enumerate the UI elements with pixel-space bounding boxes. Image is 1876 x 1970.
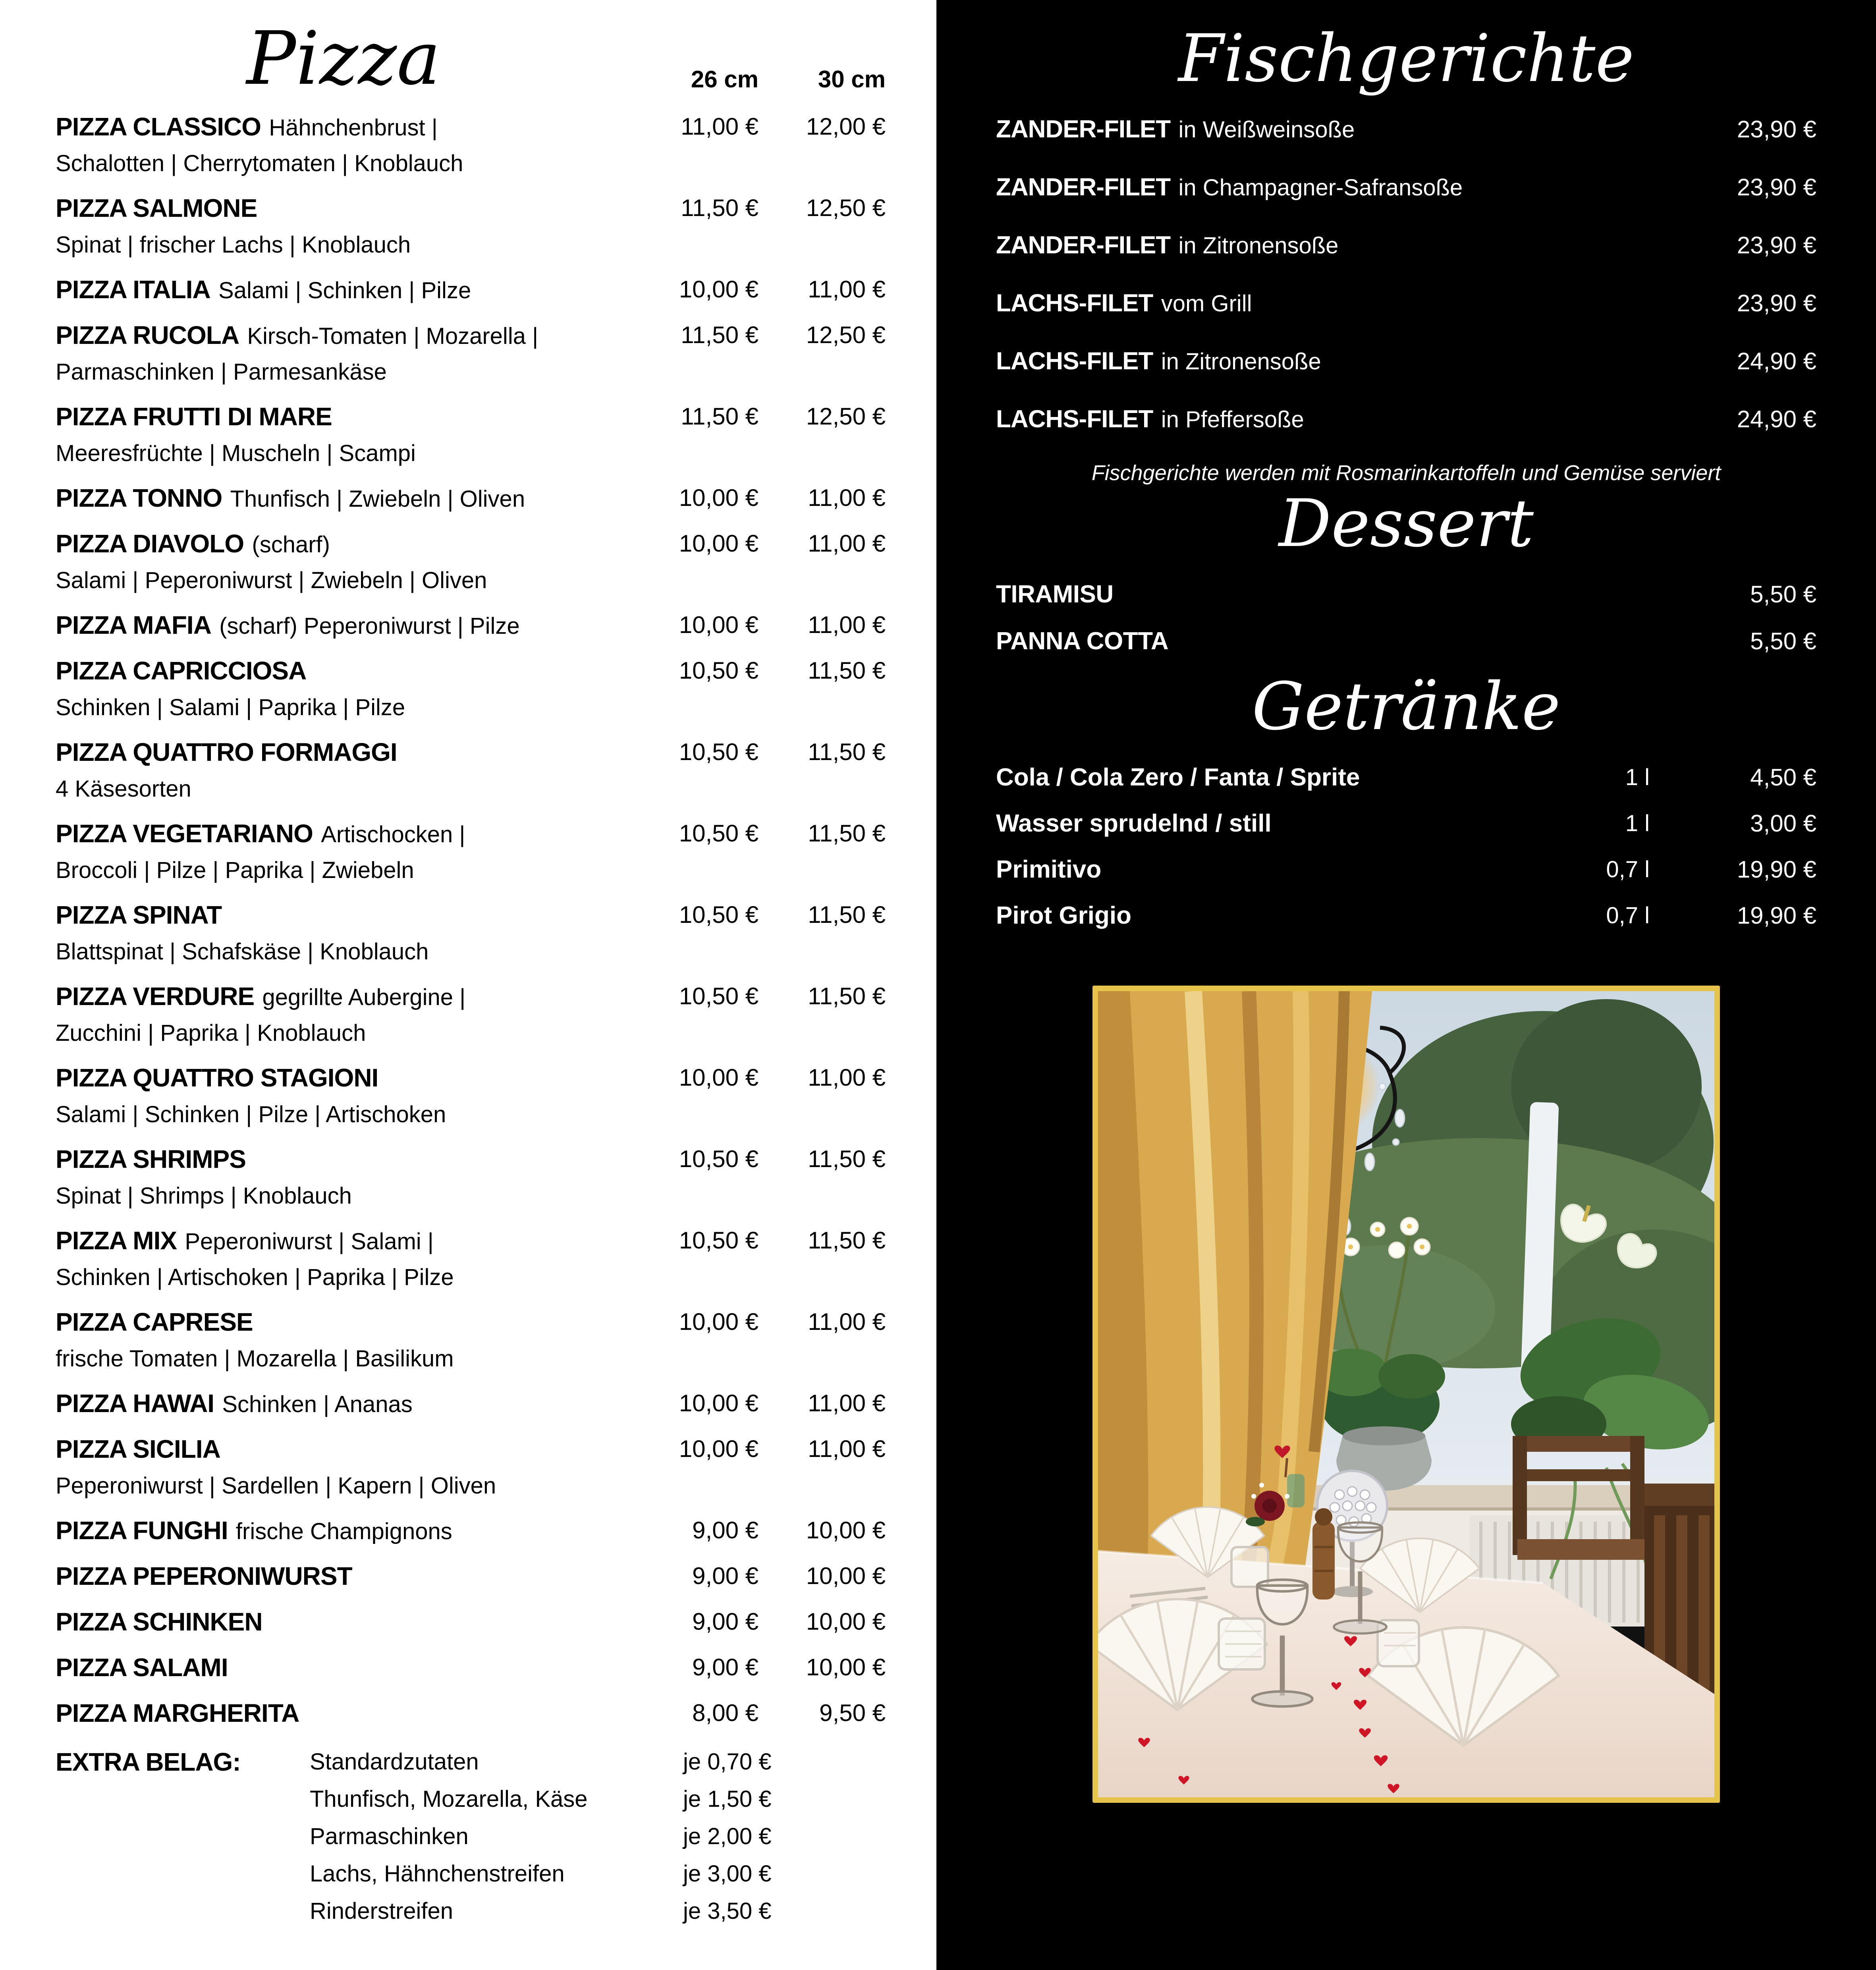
fish-item-desc: in Zitronensoße bbox=[1178, 232, 1339, 259]
pizza-item-desc-block: Schinken | Salami | Paprika | Pilze bbox=[56, 695, 405, 721]
fish-item-name: ZANDER-FILET bbox=[996, 173, 1171, 201]
pizza-item-name: PIZZA VEGETARIANO bbox=[56, 819, 313, 848]
pizza-item-text bbox=[56, 1513, 631, 1549]
pizza-item-name: PIZZA SHRIMPS bbox=[56, 1145, 246, 1174]
pizza-item-text bbox=[56, 653, 631, 725]
fish-list bbox=[996, 111, 1816, 444]
pizza-item-text bbox=[56, 1385, 631, 1422]
pizza-item-name: PIZZA PEPERONIWURST bbox=[56, 1562, 352, 1591]
drinks-title: Getränke bbox=[1252, 668, 1561, 745]
pizza-item-price-26: 9,00 € bbox=[692, 1517, 759, 1544]
extra-belag-item: Rinderstreifen bbox=[310, 1898, 454, 1924]
extra-belag-row bbox=[310, 1855, 886, 1893]
dessert-item bbox=[996, 576, 1816, 613]
fish-item-text bbox=[996, 169, 1463, 212]
pizza-item-price-26: 10,00 € bbox=[679, 1390, 759, 1417]
pizza-item bbox=[56, 109, 886, 181]
fish-item-price: 24,90 € bbox=[1737, 405, 1816, 432]
pizza-item-desc-block: Broccoli | Pilze | Paprika | Zwiebeln bbox=[56, 857, 414, 884]
pizza-item-text bbox=[56, 1060, 631, 1133]
pizza-item-price-30: 10,00 € bbox=[806, 1608, 886, 1635]
pizza-item-price-26: 10,50 € bbox=[679, 739, 759, 766]
fish-item-text bbox=[996, 401, 1304, 444]
pizza-item bbox=[56, 816, 886, 888]
pizza-item-name: PIZZA MAFIA bbox=[56, 611, 211, 640]
pizza-item-price-26: 10,00 € bbox=[679, 1436, 759, 1463]
pizza-item-name: PIZZA QUATTRO STAGIONI bbox=[56, 1063, 378, 1092]
pizza-item-price-30: 11,00 € bbox=[808, 1390, 886, 1417]
drink-item-size: 0,7 l bbox=[1606, 902, 1650, 928]
pizza-item-price-26: 10,00 € bbox=[679, 530, 759, 557]
drink-item bbox=[996, 851, 1816, 888]
pizza-item bbox=[56, 190, 886, 263]
pizza-item-desc-inline: Kirsch-Tomaten | Mozarella | bbox=[247, 323, 538, 349]
pizza-item-text bbox=[56, 190, 631, 263]
fish-item bbox=[996, 401, 1816, 444]
fish-note: Fischgerichte werden mit Rosmarinkartoffeln und Gemüse serviert bbox=[1091, 461, 1721, 485]
fish-item-desc: in Pfeffersoße bbox=[1161, 406, 1304, 432]
pizza-item-desc-inline: Hähnchenbrust | bbox=[269, 115, 438, 141]
pizza-item-name: PIZZA CAPRESE bbox=[56, 1308, 253, 1337]
pizza-item-name: PIZZA CAPRICCIOSA bbox=[56, 656, 307, 685]
drink-item-price: 4,50 € bbox=[1750, 764, 1816, 791]
extra-belag-item: Standardzutaten bbox=[310, 1749, 479, 1775]
pizza-item-price-26: 11,50 € bbox=[681, 195, 759, 222]
drink-item bbox=[996, 805, 1816, 842]
fish-item-text bbox=[996, 111, 1355, 154]
pizza-item-text bbox=[56, 526, 631, 598]
fish-item-desc: in Champagner-Safransoße bbox=[1178, 174, 1463, 201]
drink-item-size: 1 l bbox=[1625, 810, 1650, 836]
pizza-item-text bbox=[56, 480, 631, 517]
pizza-item bbox=[56, 526, 886, 598]
pizza-item-text bbox=[56, 1304, 631, 1377]
fish-item bbox=[996, 285, 1816, 328]
fish-item-desc: vom Grill bbox=[1161, 290, 1252, 316]
pizza-item bbox=[56, 1558, 886, 1595]
pizza-item-price-30: 11,50 € bbox=[808, 1146, 886, 1173]
pizza-item bbox=[56, 272, 886, 309]
fish-item bbox=[996, 111, 1816, 154]
drink-item bbox=[996, 897, 1816, 934]
pizza-item-name: PIZZA FUNGHI bbox=[56, 1516, 228, 1545]
fish-item bbox=[996, 169, 1816, 212]
pizza-item bbox=[56, 399, 886, 471]
pizza-item-price-30: 12,50 € bbox=[806, 322, 886, 349]
pizza-item-price-26: 11,50 € bbox=[681, 322, 759, 349]
pizza-item-price-30: 11,50 € bbox=[808, 901, 886, 928]
pizza-item-name: PIZZA FRUTTI DI MARE bbox=[56, 402, 332, 431]
pizza-item bbox=[56, 1650, 886, 1686]
pizza-item bbox=[56, 1604, 886, 1641]
fish-item-name: ZANDER-FILET bbox=[996, 231, 1171, 259]
extra-belag-item: Parmaschinken bbox=[310, 1823, 469, 1850]
fish-item-name: LACHS-FILET bbox=[996, 405, 1153, 433]
drink-item-size: 0,7 l bbox=[1606, 856, 1650, 882]
pizza-item-price-30: 11,00 € bbox=[808, 276, 886, 303]
pizza-list bbox=[56, 109, 886, 1732]
pizza-item-price-26: 10,00 € bbox=[679, 276, 759, 303]
pizza-item-price-26: 10,50 € bbox=[679, 1146, 759, 1173]
dessert-item-price: 5,50 € bbox=[1750, 581, 1816, 608]
pizza-item-name: PIZZA DIAVOLO bbox=[56, 529, 244, 558]
pizza-item-desc-block: Blattspinat | Schafskäse | Knoblauch bbox=[56, 939, 429, 965]
pizza-item-price-30: 11,50 € bbox=[808, 983, 886, 1010]
pizza-item-price-30: 11,00 € bbox=[808, 1436, 886, 1463]
pizza-item-price-26: 10,50 € bbox=[679, 901, 759, 928]
extra-belag-rows bbox=[310, 1743, 886, 1930]
pizza-item bbox=[56, 978, 886, 1051]
pizza-item-price-26: 10,00 € bbox=[679, 1308, 759, 1335]
pizza-item-price-30: 12,00 € bbox=[806, 113, 886, 140]
drink-item-price: 19,90 € bbox=[1737, 902, 1816, 929]
pizza-item-desc-block: Peperoniwurst | Sardellen | Kapern | Oliven bbox=[56, 1473, 496, 1499]
pizza-item-name: PIZZA SPINAT bbox=[56, 901, 222, 930]
pizza-item-price-26: 9,00 € bbox=[692, 1654, 759, 1681]
pizza-item-price-30: 10,00 € bbox=[806, 1654, 886, 1681]
pizza-item-desc-inline: Thunfisch | Zwiebeln | Oliven bbox=[230, 486, 525, 512]
extra-belag-item: Thunfisch, Mozarella, Käse bbox=[310, 1786, 588, 1812]
pizza-item-price-30: 10,00 € bbox=[806, 1517, 886, 1544]
pizza-item-name: PIZZA RUCOLA bbox=[56, 321, 239, 350]
pizza-item-desc-block: Salami | Schinken | Pilze | Artischoken bbox=[56, 1102, 446, 1128]
pizza-item-name: PIZZA VERDURE bbox=[56, 982, 255, 1011]
pizza-item-desc-inline: gegrillte Aubergine | bbox=[262, 984, 466, 1011]
pizza-item-price-30: 12,50 € bbox=[806, 195, 886, 222]
pizza-item-price-26: 9,00 € bbox=[692, 1608, 759, 1635]
pizza-item bbox=[56, 317, 886, 390]
drink-item-price: 3,00 € bbox=[1750, 810, 1816, 837]
pizza-item-desc-block: Spinat | frischer Lachs | Knoblauch bbox=[56, 232, 411, 258]
pizza-item-name: PIZZA SALMONE bbox=[56, 194, 257, 223]
fish-item bbox=[996, 343, 1816, 386]
pizza-item-name: PIZZA CLASSICO bbox=[56, 112, 261, 141]
dessert-title: Dessert bbox=[1278, 485, 1534, 561]
pizza-item-price-30: 11,50 € bbox=[808, 820, 886, 847]
dessert-list bbox=[996, 576, 1816, 660]
pizza-item-price-30: 11,00 € bbox=[808, 1064, 886, 1091]
pizza-item bbox=[56, 1431, 886, 1504]
dark-panel bbox=[936, 0, 1876, 1970]
pizza-item-price-30: 11,00 € bbox=[808, 1308, 886, 1335]
pizza-item-text bbox=[56, 399, 631, 471]
extra-belag-section bbox=[56, 1743, 886, 1930]
pizza-item-price-26: 11,00 € bbox=[681, 113, 759, 140]
pizza-item-desc-inline: Peperoniwurst | Salami | bbox=[185, 1229, 434, 1255]
pizza-item-name: PIZZA TONNO bbox=[56, 484, 222, 513]
extra-belag-price: je 3,00 € bbox=[683, 1861, 772, 1887]
pizza-item bbox=[56, 1141, 886, 1214]
drink-item-name: Pirot Grigio bbox=[996, 901, 1131, 929]
extra-belag-price: je 1,50 € bbox=[683, 1786, 772, 1812]
pizza-item-desc-inline: Salami | Schinken | Pilze bbox=[218, 278, 471, 304]
drink-item-price: 19,90 € bbox=[1737, 856, 1816, 883]
pizza-item-desc-block: Zucchini | Paprika | Knoblauch bbox=[56, 1020, 366, 1046]
pizza-item-price-26: 9,00 € bbox=[692, 1563, 759, 1590]
extra-belag-row bbox=[310, 1743, 886, 1781]
pizza-item bbox=[56, 1513, 886, 1549]
pizza-item-text bbox=[56, 1141, 631, 1214]
pizza-item-name: PIZZA SICILIA bbox=[56, 1435, 220, 1464]
pizza-item-text bbox=[56, 734, 631, 807]
pizza-item-text bbox=[56, 897, 631, 970]
pizza-item-price-26: 10,50 € bbox=[679, 983, 759, 1010]
pizza-item bbox=[56, 480, 886, 517]
pizza-title: Pizza bbox=[246, 15, 441, 101]
pizza-item-name: PIZZA QUATTRO FORMAGGI bbox=[56, 738, 397, 767]
pizza-item bbox=[56, 1304, 886, 1377]
extra-belag-label: EXTRA BELAG: bbox=[56, 1748, 241, 1777]
pizza-item-text bbox=[56, 1650, 631, 1686]
fish-item-price: 23,90 € bbox=[1737, 289, 1816, 316]
pizza-item-price-30: 11,50 € bbox=[808, 1227, 886, 1254]
fish-item-desc: in Weißweinsoße bbox=[1178, 116, 1355, 143]
pizza-item-desc-inline: Schinken | Ananas bbox=[222, 1391, 413, 1418]
dessert-item-name: PANNA COTTA bbox=[996, 627, 1169, 655]
pizza-item-desc-block: Meeresfrüchte | Muscheln | Scampi bbox=[56, 440, 416, 467]
dessert-item-price: 5,50 € bbox=[1750, 627, 1816, 654]
pizza-item-text bbox=[56, 1558, 631, 1595]
drink-item-name: Wasser sprudelnd / still bbox=[996, 809, 1272, 837]
pizza-item-text bbox=[56, 317, 631, 390]
drinks-list bbox=[996, 759, 1816, 934]
fish-item-price: 24,90 € bbox=[1737, 347, 1816, 374]
pizza-item-price-26: 10,00 € bbox=[679, 612, 759, 639]
pizza-item-price-26: 10,00 € bbox=[679, 484, 759, 511]
extra-belag-row bbox=[310, 1893, 886, 1930]
pizza-item-text bbox=[56, 1695, 631, 1732]
pizza-item-price-30: 11,00 € bbox=[808, 612, 886, 639]
pizza-item-desc-block: 4 Käsesorten bbox=[56, 776, 191, 802]
fish-item-price: 23,90 € bbox=[1737, 174, 1816, 201]
fish-item-text bbox=[996, 285, 1252, 328]
pizza-item bbox=[56, 897, 886, 970]
pizza-item-price-26: 8,00 € bbox=[692, 1700, 759, 1727]
pizza-item bbox=[56, 1223, 886, 1295]
extra-belag-price: je 0,70 € bbox=[683, 1749, 772, 1775]
pizza-item bbox=[56, 734, 886, 807]
fish-item-name: ZANDER-FILET bbox=[996, 115, 1171, 143]
pizza-item-price-30: 11,50 € bbox=[808, 657, 886, 684]
dessert-item-name: TIRAMISU bbox=[996, 580, 1114, 608]
pizza-item bbox=[56, 653, 886, 725]
pizza-item-text bbox=[56, 1604, 631, 1641]
pizza-item-price-30: 10,00 € bbox=[806, 1563, 886, 1590]
pizza-item bbox=[56, 1060, 886, 1133]
extra-belag-row bbox=[310, 1781, 886, 1818]
pizza-item-price-26: 11,50 € bbox=[681, 403, 759, 430]
pizza-item-desc-block: Schalotten | Cherrytomaten | Knoblauch bbox=[56, 150, 463, 177]
pizza-item-price-30: 11,00 € bbox=[808, 530, 886, 557]
pizza-item-text bbox=[56, 607, 631, 644]
pizza-item-desc-inline: Artischocken | bbox=[321, 822, 465, 848]
pizza-item bbox=[56, 1695, 886, 1732]
extra-belag-price: je 2,00 € bbox=[683, 1823, 772, 1850]
pizza-item-name: PIZZA SALAMI bbox=[56, 1653, 228, 1682]
pizza-item-text bbox=[56, 816, 631, 888]
dessert-item bbox=[996, 623, 1816, 660]
fish-item-name: LACHS-FILET bbox=[996, 347, 1153, 375]
pizza-item-price-26: 10,50 € bbox=[679, 657, 759, 684]
pizza-item-desc-block: Schinken | Artischoken | Paprika | Pilze bbox=[56, 1264, 454, 1291]
pizza-item-price-26: 10,00 € bbox=[679, 1064, 759, 1091]
pizza-item-desc-block: frische Tomaten | Mozarella | Basilikum bbox=[56, 1346, 454, 1372]
pizza-item-text bbox=[56, 1223, 631, 1295]
fish-item-price: 23,90 € bbox=[1737, 116, 1816, 143]
pizza-item-price-30: 12,50 € bbox=[806, 403, 886, 430]
pizza-item-text bbox=[56, 272, 631, 309]
extra-belag-price: je 3,50 € bbox=[683, 1898, 772, 1924]
pizza-item-desc-block: Parmaschinken | Parmesankäse bbox=[56, 359, 387, 385]
pizza-item bbox=[56, 607, 886, 644]
drink-item bbox=[996, 759, 1816, 796]
pizza-item-text bbox=[56, 1431, 631, 1504]
pizza-item-desc-inline: (scharf) bbox=[252, 532, 330, 558]
extra-belag-row bbox=[310, 1818, 886, 1855]
size-header-30: 30 cm bbox=[818, 66, 886, 93]
size-header-26: 26 cm bbox=[691, 66, 759, 93]
pizza-item-price-26: 10,50 € bbox=[679, 1227, 759, 1254]
pizza-item-name: PIZZA ITALIA bbox=[56, 275, 210, 304]
pizza-item-price-26: 10,50 € bbox=[679, 820, 759, 847]
drink-item-name: Cola / Cola Zero / Fanta / Sprite bbox=[996, 763, 1360, 791]
fish-item bbox=[996, 227, 1816, 270]
extra-belag-item: Lachs, Hähnchenstreifen bbox=[310, 1861, 565, 1887]
pizza-item-name: PIZZA MIX bbox=[56, 1226, 177, 1255]
pizza-item-name: PIZZA SCHINKEN bbox=[56, 1607, 262, 1636]
restaurant-photo-illustration bbox=[1098, 991, 1714, 1797]
fish-item-name: LACHS-FILET bbox=[996, 289, 1153, 317]
fish-item-text bbox=[996, 343, 1321, 386]
pizza-item-desc-inline: (scharf) Peperoniwurst | Pilze bbox=[219, 613, 520, 639]
pizza-item bbox=[56, 1385, 886, 1422]
pizza-item-desc-inline: frische Champignons bbox=[235, 1519, 452, 1545]
pizza-item-desc-block: Spinat | Shrimps | Knoblauch bbox=[56, 1183, 352, 1209]
pizza-item-text bbox=[56, 978, 631, 1051]
fish-item-desc: in Zitronensoße bbox=[1161, 348, 1321, 374]
fish-title: Fischgerichte bbox=[1178, 20, 1635, 96]
pizza-item-price-30: 11,50 € bbox=[808, 739, 886, 766]
pizza-item-name: PIZZA HAWAI bbox=[56, 1389, 214, 1418]
pizza-item-price-30: 11,00 € bbox=[808, 484, 886, 511]
pizza-item-name: PIZZA MARGHERITA bbox=[56, 1699, 299, 1728]
pizza-panel bbox=[0, 0, 936, 1970]
fish-item-price: 23,90 € bbox=[1737, 232, 1816, 259]
drink-item-name: Primitivo bbox=[996, 855, 1102, 883]
restaurant-photo bbox=[1092, 986, 1720, 1803]
pizza-item-desc-block: Salami | Peperoniwurst | Zwiebeln | Oliven bbox=[56, 567, 487, 594]
drink-item-size: 1 l bbox=[1625, 764, 1650, 790]
pizza-header bbox=[56, 15, 886, 101]
pizza-item-text bbox=[56, 109, 631, 181]
fish-item-text bbox=[996, 227, 1338, 270]
pizza-item-price-30: 9,50 € bbox=[819, 1700, 886, 1727]
